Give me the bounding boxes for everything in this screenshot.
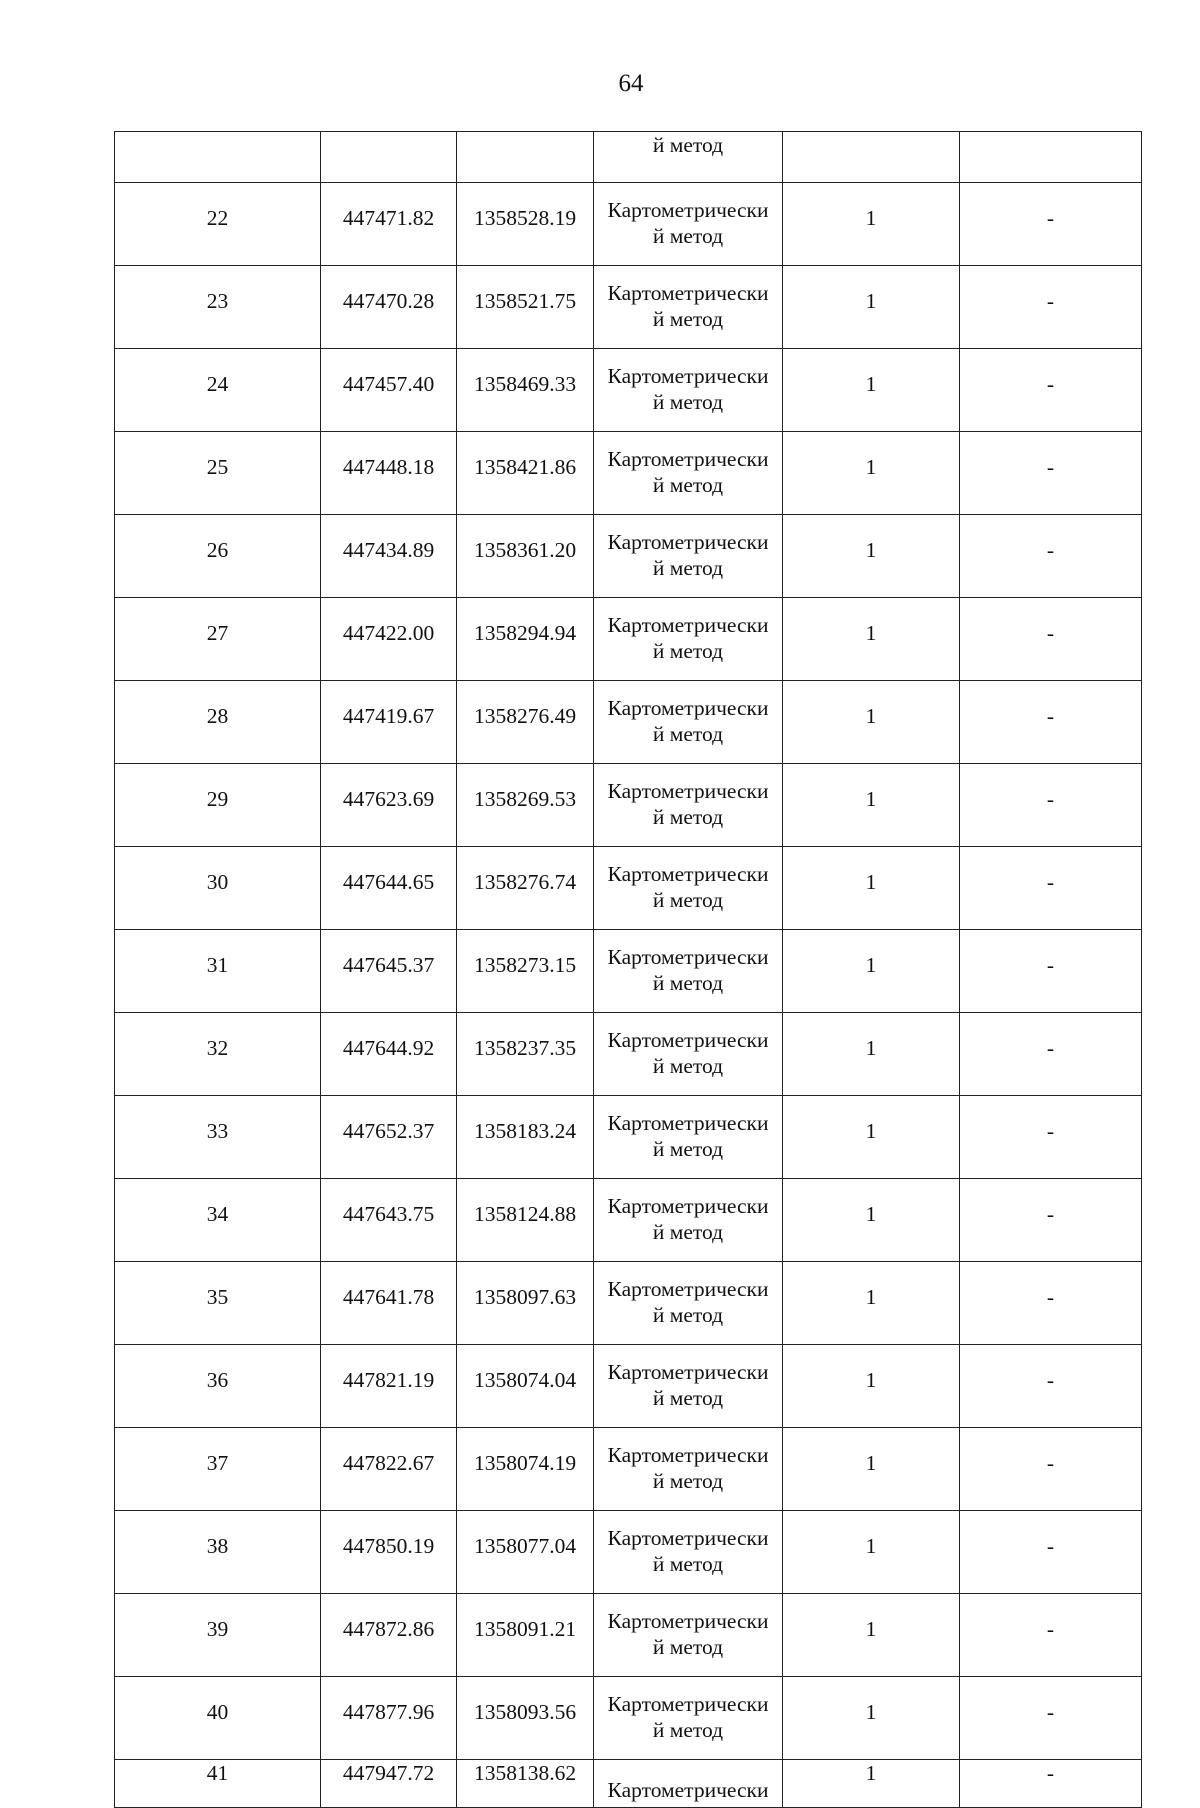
cell-x: 447623.69 <box>321 764 457 847</box>
method-line-1: Картометрически <box>607 1443 769 1467</box>
method-line-2: й метод <box>652 1054 724 1078</box>
method-line-2: й метод <box>652 971 724 995</box>
table-row <box>115 1179 1142 1262</box>
method-line-2: й метод <box>652 1386 724 1410</box>
cell-description: - <box>960 266 1142 349</box>
method-line-2: й метод <box>652 307 724 331</box>
method-line-2: й метод <box>652 1552 724 1576</box>
method-line-1: Картометрически <box>607 862 769 886</box>
cell-description: - <box>960 1594 1142 1677</box>
cell-accuracy: 1 <box>783 1428 960 1511</box>
cell-description: - <box>960 598 1142 681</box>
cell-method <box>594 1677 783 1760</box>
cell-accuracy: 1 <box>783 598 960 681</box>
cell-point-number: 37 <box>115 1428 321 1511</box>
table-row <box>115 266 1142 349</box>
method-line-1: Картометрически <box>607 1609 769 1633</box>
cell-point-number: 30 <box>115 847 321 930</box>
page-number: 64 <box>618 70 644 97</box>
cell-y: 1358273.15 <box>457 930 594 1013</box>
cell-y: 1358074.19 <box>457 1428 594 1511</box>
cell-point-number: 29 <box>115 764 321 847</box>
cell-point-number: 36 <box>115 1345 321 1428</box>
method-line-1: Картометрически <box>607 945 769 969</box>
cell-x: 447470.28 <box>321 266 457 349</box>
cell-x: 447448.18 <box>321 432 457 515</box>
cell-accuracy: 1 <box>783 432 960 515</box>
cell-method <box>594 132 783 183</box>
cell-x <box>321 132 457 183</box>
method-line-2: й метод <box>652 722 724 746</box>
cell-x: 447652.37 <box>321 1096 457 1179</box>
table-row <box>115 515 1142 598</box>
cell-method <box>594 515 783 598</box>
cell-description: - <box>960 1345 1142 1428</box>
cell-accuracy: 1 <box>783 930 960 1013</box>
method-line-2: й метод <box>652 556 724 580</box>
cell-method <box>594 681 783 764</box>
cell-x: 447643.75 <box>321 1179 457 1262</box>
method-line-1: Картометрически <box>607 1028 769 1052</box>
method-line-1: Картометрически <box>607 447 769 471</box>
cell-x: 447644.92 <box>321 1013 457 1096</box>
cell-description: - <box>960 930 1142 1013</box>
cell-point-number: 39 <box>115 1594 321 1677</box>
cell-x: 447641.78 <box>321 1262 457 1345</box>
cell-point-number: 33 <box>115 1096 321 1179</box>
table-row <box>115 1677 1142 1760</box>
cell-description: - <box>960 349 1142 432</box>
cell-description <box>960 132 1142 183</box>
method-line-1: Картометрически <box>607 1778 769 1802</box>
cell-description: - <box>960 1179 1142 1262</box>
cell-x: 447422.00 <box>321 598 457 681</box>
method-line-2: й метод <box>652 1303 724 1327</box>
cell-point-number: 24 <box>115 349 321 432</box>
method-line-2: й метод <box>652 224 724 248</box>
cell-method <box>594 930 783 1013</box>
cell-description: - <box>960 1760 1142 1808</box>
cell-point-number <box>115 132 321 183</box>
cell-point-number: 25 <box>115 432 321 515</box>
cell-y: 1358074.04 <box>457 1345 594 1428</box>
cell-point-number: 26 <box>115 515 321 598</box>
cell-accuracy: 1 <box>783 1013 960 1096</box>
cell-accuracy: 1 <box>783 266 960 349</box>
cell-y: 1358528.19 <box>457 183 594 266</box>
cell-description: - <box>960 764 1142 847</box>
cell-method <box>594 764 783 847</box>
cell-accuracy: 1 <box>783 1345 960 1428</box>
method-line-2: й метод <box>652 1469 724 1493</box>
table-row <box>115 847 1142 930</box>
cell-method <box>594 1096 783 1179</box>
cell-y: 1358276.49 <box>457 681 594 764</box>
method-line-2: й метод <box>652 390 724 414</box>
cell-method <box>594 1428 783 1511</box>
table-row <box>115 1096 1142 1179</box>
cell-accuracy: 1 <box>783 681 960 764</box>
cell-x: 447877.96 <box>321 1677 457 1760</box>
cell-description: - <box>960 1677 1142 1760</box>
cell-description: - <box>960 183 1142 266</box>
cell-description: - <box>960 1013 1142 1096</box>
table-row <box>115 1345 1142 1428</box>
cell-y <box>457 132 594 183</box>
table-row <box>115 1428 1142 1511</box>
method-line-1: Картометрически <box>607 281 769 305</box>
cell-point-number: 27 <box>115 598 321 681</box>
method-line-1: Картометрически <box>607 779 769 803</box>
method-line-1: Картометрически <box>607 613 769 637</box>
cell-description: - <box>960 1428 1142 1511</box>
cell-accuracy: 1 <box>783 183 960 266</box>
cell-x: 447872.86 <box>321 1594 457 1677</box>
cell-method <box>594 1760 783 1808</box>
method-line-1: Картометрически <box>607 1526 769 1550</box>
cell-method <box>594 1594 783 1677</box>
cell-description: - <box>960 1262 1142 1345</box>
cell-x: 447822.67 <box>321 1428 457 1511</box>
cell-point-number: 22 <box>115 183 321 266</box>
cell-method <box>594 266 783 349</box>
cell-method <box>594 432 783 515</box>
method-line-1: Картометрически <box>607 1277 769 1301</box>
cell-accuracy <box>783 132 960 183</box>
cell-y: 1358469.33 <box>457 349 594 432</box>
method-line-1: Картометрически <box>607 530 769 554</box>
cell-x: 447434.89 <box>321 515 457 598</box>
cell-description: - <box>960 681 1142 764</box>
cell-accuracy: 1 <box>783 1511 960 1594</box>
cell-accuracy: 1 <box>783 1677 960 1760</box>
cell-description: - <box>960 1096 1142 1179</box>
cell-x: 447645.37 <box>321 930 457 1013</box>
method-line-2: й метод <box>652 1635 724 1659</box>
cell-x: 447471.82 <box>321 183 457 266</box>
cell-y: 1358294.94 <box>457 598 594 681</box>
method-line-1: Картометрически <box>607 198 769 222</box>
cell-y: 1358269.53 <box>457 764 594 847</box>
cell-method <box>594 349 783 432</box>
cell-method <box>594 183 783 266</box>
method-line-2: й метод <box>652 1718 724 1742</box>
table-row <box>115 681 1142 764</box>
cell-accuracy: 1 <box>783 1262 960 1345</box>
cell-y: 1358077.04 <box>457 1511 594 1594</box>
method-line-1: Картометрически <box>607 1692 769 1716</box>
cell-point-number: 35 <box>115 1262 321 1345</box>
cell-x: 447947.72 <box>321 1760 457 1808</box>
cell-description: - <box>960 1511 1142 1594</box>
cell-accuracy: 1 <box>783 1179 960 1262</box>
cell-description: - <box>960 847 1142 930</box>
cell-method <box>594 1511 783 1594</box>
cell-method <box>594 847 783 930</box>
table-row <box>115 1594 1142 1677</box>
method-line-2: й метод <box>652 1137 724 1161</box>
cell-y: 1358276.74 <box>457 847 594 930</box>
continuation-row <box>115 132 1142 183</box>
method-line-1: Картометрически <box>607 1360 769 1384</box>
cell-description: - <box>960 432 1142 515</box>
method-line-1: Картометрически <box>607 696 769 720</box>
method-line-1: Картометрически <box>607 1194 769 1218</box>
cell-y: 1358421.86 <box>457 432 594 515</box>
cell-y: 1358124.88 <box>457 1179 594 1262</box>
method-line-1: Картометрически <box>607 364 769 388</box>
method-line-2: й метод <box>652 133 724 157</box>
cell-y: 1358183.24 <box>457 1096 594 1179</box>
cell-y: 1358091.21 <box>457 1594 594 1677</box>
cell-x: 447850.19 <box>321 1511 457 1594</box>
cell-method <box>594 1345 783 1428</box>
cell-point-number: 41 <box>115 1760 321 1808</box>
cell-point-number: 31 <box>115 930 321 1013</box>
cell-y: 1358097.63 <box>457 1262 594 1345</box>
cell-accuracy: 1 <box>783 847 960 930</box>
cell-method <box>594 1179 783 1262</box>
cell-accuracy: 1 <box>783 764 960 847</box>
cell-method <box>594 1262 783 1345</box>
method-line-2: й метод <box>652 1220 724 1244</box>
method-line-2: й метод <box>652 473 724 497</box>
cell-y: 1358138.62 <box>457 1760 594 1808</box>
table-row <box>115 764 1142 847</box>
cell-description: - <box>960 515 1142 598</box>
cell-point-number: 40 <box>115 1677 321 1760</box>
table-row <box>115 1511 1142 1594</box>
table-row <box>115 1262 1142 1345</box>
cell-y: 1358093.56 <box>457 1677 594 1760</box>
method-line-2: й метод <box>652 639 724 663</box>
cell-accuracy: 1 <box>783 1096 960 1179</box>
cell-method <box>594 598 783 681</box>
table-row <box>115 349 1142 432</box>
method-line-2: й метод <box>652 805 724 829</box>
cell-accuracy: 1 <box>783 1594 960 1677</box>
cell-x: 447644.65 <box>321 847 457 930</box>
method-line-1: Картометрически <box>607 1111 769 1135</box>
cell-accuracy: 1 <box>783 1760 960 1808</box>
table-row <box>115 1013 1142 1096</box>
table-row <box>115 432 1142 515</box>
cell-y: 1358237.35 <box>457 1013 594 1096</box>
coordinates-table <box>114 131 1142 1808</box>
table-row <box>115 598 1142 681</box>
cell-point-number: 34 <box>115 1179 321 1262</box>
cell-accuracy: 1 <box>783 515 960 598</box>
cell-y: 1358521.75 <box>457 266 594 349</box>
table-row <box>115 930 1142 1013</box>
table-row <box>115 1760 1142 1808</box>
cell-method <box>594 1013 783 1096</box>
cell-point-number: 32 <box>115 1013 321 1096</box>
table-row <box>115 183 1142 266</box>
cell-x: 447457.40 <box>321 349 457 432</box>
cell-accuracy: 1 <box>783 349 960 432</box>
method-line-2: й метод <box>652 888 724 912</box>
cell-point-number: 38 <box>115 1511 321 1594</box>
cell-point-number: 23 <box>115 266 321 349</box>
cell-x: 447821.19 <box>321 1345 457 1428</box>
cell-y: 1358361.20 <box>457 515 594 598</box>
cell-point-number: 28 <box>115 681 321 764</box>
cell-x: 447419.67 <box>321 681 457 764</box>
